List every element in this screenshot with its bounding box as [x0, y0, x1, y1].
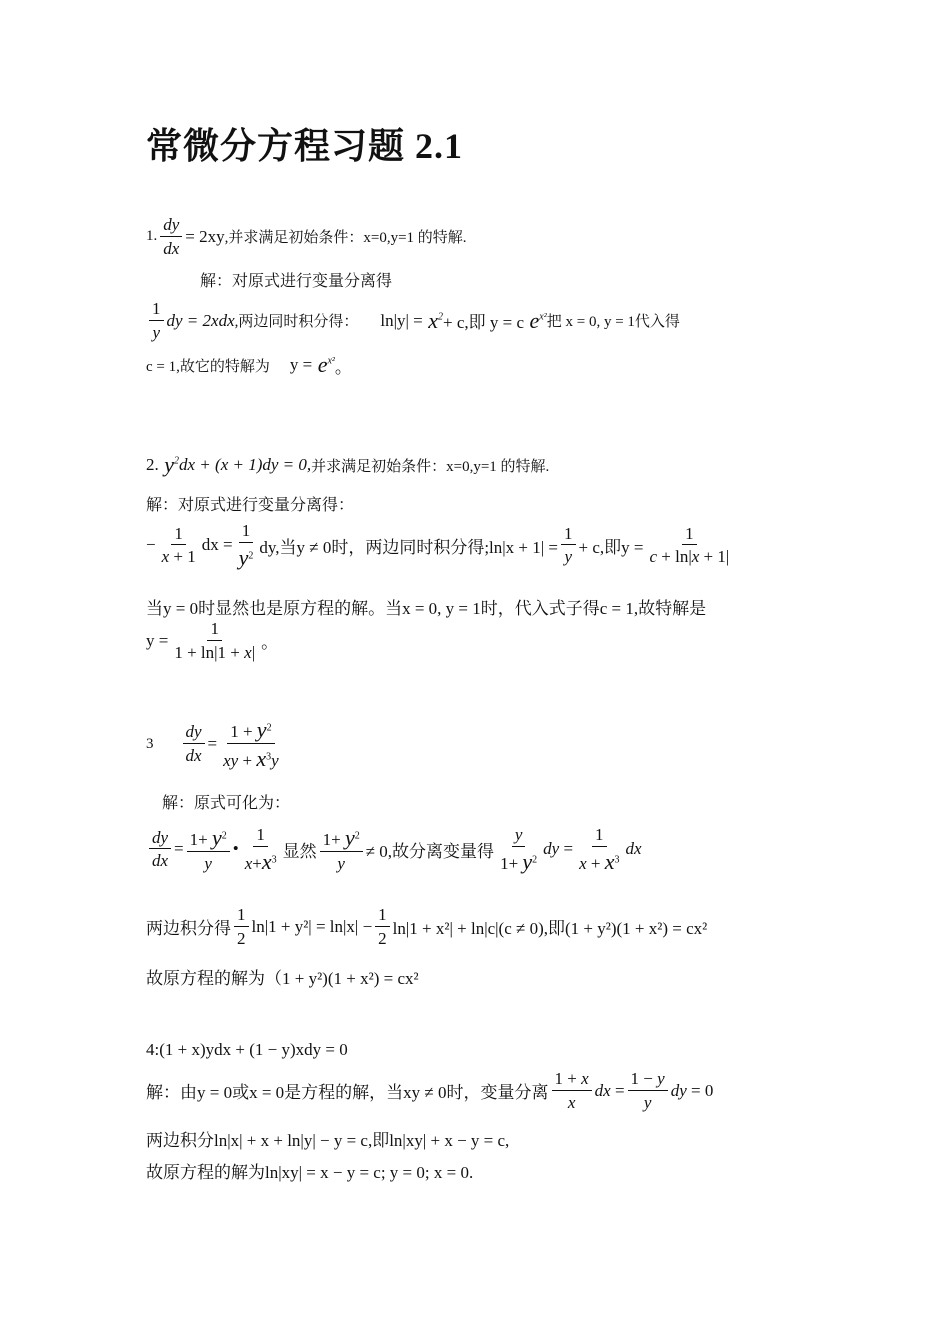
problem-2-line-4: [146, 620, 278, 662]
problem-1-line-2: [146, 300, 680, 342]
p2-l2-a: dx =: [201, 535, 233, 555]
problem-2-condition: 并求满足初始条件：x=0,y=1 的特解.: [311, 458, 550, 475]
one-over-y-fraction: $\frac{1}{y}$: [149, 300, 164, 342]
problem-1-statement: [146, 216, 467, 258]
problem-2-line-2: − $\frac{1}{x + 1}$ dx = $\frac{1}{y^2}$ dy,当y ≠ 0时，两边同时积分得;ln|x + 1| = $\frac{1}{y}$ + c,即y = $\frac{1}{c + \ln|x + 1|}$: [146, 522, 735, 569]
problem-3-line-4: 故原方程的解为（1 + y²)(1 + x²) = cx²: [146, 969, 419, 988]
p3-l3-eq2: ln|1 + x²| + ln|c|(c ≠ 0),即(1 + y²)(1 + x²) = cx²: [392, 919, 708, 939]
one-minus-y-over-y: $\frac{1 - y}{y}$: [628, 1070, 668, 1112]
p1-l3-text: c = 1,故它的特解为: [146, 358, 270, 375]
one-over-y: $\frac{1}{y}$: [561, 525, 576, 567]
p2-l4-end: 。: [261, 633, 279, 653]
x-squared: $x^2$: [422, 307, 444, 333]
y-over-one-plus-y2: $\frac{y}{1+ y^2}$: [500, 825, 538, 874]
dy-dx-fraction-3b: $\frac{dy}{dx}$: [149, 829, 171, 871]
problem-3-line-3: [146, 906, 707, 948]
p4-sol: 解：由y = 0或x = 0是方程的解，当xy ≠ 0时，变量分离: [146, 1083, 549, 1103]
one-plus-y2-over-y-b: $\frac{1+ y^2}{y}$: [320, 826, 363, 873]
problem-4-line-3: 两边积分ln|x| + x + ln|y| − y = c,即ln|xy| + x − y = c,: [146, 1131, 510, 1150]
problem-3-rhs: $\frac{1 + y^2}{xy + x^3y}$: [223, 717, 279, 772]
problem-2-equation: dx + (x + 1)dy = 0,: [179, 455, 312, 474]
e-power-x-squared: $e^{x^2}$: [524, 307, 547, 333]
one-over-x-plus-1: $\frac{1}{x + 1}$: [161, 523, 196, 567]
half-fraction-b: $\frac{1}{2}$: [375, 906, 390, 948]
p1-l3-end: 。: [334, 357, 352, 377]
problem-3-number: 3: [146, 735, 154, 752]
p1-l2-text: ,两边同时积分得：: [234, 314, 359, 331]
dy-dx-fraction-3: $\frac{dy}{dx}$: [183, 723, 205, 765]
particular-solution-fraction: $\frac{1}{1 + \ln|1 + x|}$: [174, 619, 256, 662]
half-fraction: $\frac{1}{2}$: [234, 906, 249, 948]
p1-l2-mid: + c,即 y = c: [443, 313, 525, 333]
p2-l2-c: + c,即y =: [578, 537, 644, 557]
problem-1-equation: = 2xy: [185, 226, 225, 246]
problem-4-statement: 4:(1 + x)ydx + (1 − y)xdy = 0: [146, 1040, 348, 1059]
one-over-c-plus-ln: $\frac{1}{c + \ln|x + 1|}$: [649, 523, 730, 567]
problem-2-number: 2.: [146, 455, 159, 474]
problem-3-line-2: $\frac{dy}{dx}$ = $\frac{1+ y^2}{y}$ • $\frac{1}{x+x^3}$ 显然 $\frac{1+ y^2}{y}$ ≠ 0,故分离变量得 $\frac{y}{1+ y^2}$ dy = $\frac{1}{x + x^3}$ dx: [146, 826, 642, 873]
one-over-x-plus-x3-b: $\frac{1}{x + x^3}$: [579, 825, 620, 874]
p1-l2-eq: dy = 2xdx: [166, 310, 235, 330]
one-plus-x-over-x: $\frac{1 + x}{x}$: [552, 1070, 592, 1112]
p1-l2-sub: 把 x = 0, y = 1代入得: [546, 314, 680, 331]
problem-2-solution-intro: 解：对原式进行变量分离得：: [146, 497, 355, 514]
problem-1-solution-intro: 解：对原式进行变量分离得: [200, 273, 393, 290]
problem-4-line-4: 故原方程的解为ln|xy| = x − y = c; y = 0; x = 0.: [146, 1163, 474, 1182]
problem-3-solution-intro: 解：原式可化为：: [162, 795, 291, 812]
p3-l3: 两边积分得: [146, 919, 231, 939]
problem-1-number: 1.: [146, 228, 158, 245]
e-power-x-squared-result: $e^{x^2}$: [312, 352, 335, 377]
problem-4-line-2: 解：由y = 0或x = 0是方程的解，当xy ≠ 0时，变量分离 $\frac{1 + x}{x}$ dx = $\frac{1 - y}{y}$ dy = 0: [146, 1069, 714, 1112]
dy-dx-fraction: $\frac{dy}{dx}$: [160, 216, 182, 258]
problem-1-condition: ,并求满足初始条件：x=0,y=1 的特解.: [224, 230, 467, 247]
one-over-x-plus-x3: $\frac{1}{x+x^3}$: [244, 825, 277, 874]
problem-2-line-3: 当y = 0时显然也是原方程的解。当x = 0, y = 1时，代入式子得c = 1,故特解是: [146, 599, 707, 618]
problem-1-line-3: [146, 352, 352, 378]
p1-l2-ln: ln|y| =: [380, 310, 423, 330]
problem-3-statement: 3 $\frac{dy}{dx}$ = $\frac{1 + y^2}{xy + x^3y}$: [146, 718, 285, 770]
p2-l4-y: y =: [146, 630, 169, 650]
one-plus-y2-over-y: $\frac{1+ y^2}{y}$: [187, 826, 230, 873]
page-title: 常微分方程习题 2.1: [146, 126, 464, 166]
p2-l2-b: dy,当y ≠ 0时，两边同时积分得;ln|x + 1| =: [259, 537, 558, 557]
one-over-y-squared: $\frac{1}{y^2}$: [238, 521, 254, 570]
p3-l2-text: 显然: [282, 841, 317, 861]
problem-2-statement: [146, 452, 549, 478]
p3-l2-text2: ≠ 0,故分离变量得: [365, 841, 495, 861]
p1-l3-y: y =: [289, 355, 313, 374]
p3-l3-eq: ln|1 + y²| = ln|x| −: [251, 916, 373, 936]
y-squared: $y^2$: [158, 452, 180, 477]
